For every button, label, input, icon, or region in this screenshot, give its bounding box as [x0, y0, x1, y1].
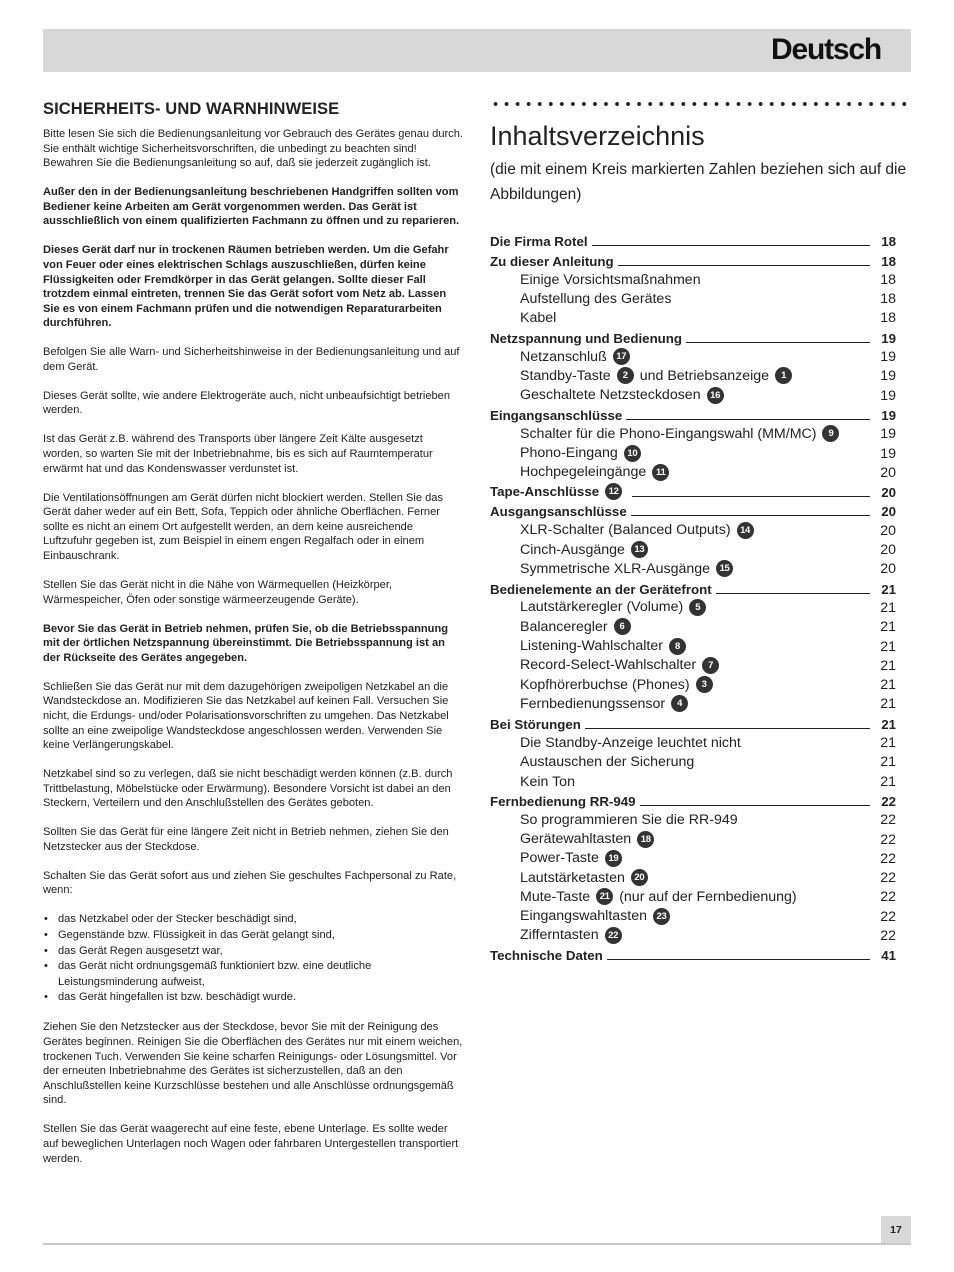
toc-subsection-entry	[490, 925, 896, 944]
toc-entry-label	[520, 367, 798, 384]
figure-ref-badge: 9	[822, 425, 839, 442]
figure-ref-badge: 21	[596, 888, 613, 905]
bullet-item: • das Gerät Regen ausgesetzt war,	[43, 944, 463, 960]
toc-entry-label	[520, 445, 647, 462]
toc-entry-label	[520, 541, 654, 558]
toc-page-number: 20	[881, 485, 896, 501]
toc-page-number: 21	[881, 581, 896, 597]
toc-section-entry	[490, 249, 896, 268]
safety-paragraph: Netzkabel sind so zu verlegen, daß sie nicht beschädigt werden können (z.B. durch Trittbelastung, Möbelstücke oder Erwärmung). Besondere Vorsicht ist dabei an den Steckern, Verteilern und den Anschlußstellen des Gerätes geboten.	[43, 768, 453, 810]
toc-entry-label	[520, 657, 725, 674]
figure-ref-badge: 5	[689, 599, 706, 616]
figure-ref-badge: 18	[637, 831, 654, 848]
figure-ref-badge: 12	[605, 483, 622, 500]
toc-page-number: 22	[880, 812, 896, 829]
figure-ref-badge: 20	[631, 869, 648, 886]
toc-entry-text: Fernbedienung RR-949	[490, 793, 636, 809]
toc-entry-label	[520, 850, 628, 867]
toc-page-number: 21	[880, 638, 896, 655]
figure-ref-badge: 3	[696, 676, 713, 693]
toc-leader-line	[585, 728, 870, 729]
toc-subsection-entry	[490, 655, 896, 674]
toc-page-number: 19	[881, 407, 896, 423]
toc-subsection-entry	[490, 442, 896, 461]
toc-page-number: 22	[881, 793, 896, 809]
toc-entry-text: Ausgangsanschlüsse	[490, 504, 627, 520]
toc-subtitle: (die mit einem Kreis markierten Zahlen beziehen sich auf die Abbildungen)	[490, 161, 907, 203]
toc-entry-text: XLR-Schalter (Balanced Outputs)	[520, 522, 731, 539]
figure-ref-badge: 19	[605, 850, 622, 867]
toc-entry-text: Aufstellung des Gerätes	[520, 291, 672, 308]
toc-page-number: 41	[881, 948, 896, 964]
toc-subsection-entry	[490, 616, 896, 635]
figure-ref-badge: 1	[775, 367, 792, 384]
figure-ref-badge: 17	[613, 348, 630, 365]
toc-page-number: 20	[880, 522, 896, 539]
toc-subsection-entry	[490, 770, 896, 789]
safety-paragraph: Schalten Sie das Gerät sofort aus und ziehen Sie geschultes Fachpersonal zu Rate, wenn:	[43, 869, 457, 897]
toc-subsection-entry	[490, 384, 896, 403]
toc-subsection-entry	[490, 886, 896, 905]
table-of-contents	[490, 230, 896, 963]
toc-entry-text: Die Standby-Anzeige leuchtet nicht	[520, 735, 741, 752]
toc-entry-label	[520, 638, 692, 655]
toc-section-entry	[490, 712, 896, 731]
toc-page-number: 19	[880, 445, 896, 462]
toc-entry-label	[520, 310, 556, 326]
toc-page-number: 21	[880, 599, 896, 616]
toc-entry-label	[520, 560, 739, 577]
toc-page-number: 18	[880, 271, 896, 288]
figure-ref-badge: 15	[716, 560, 733, 577]
toc-entry-text-continued: (nur auf der Fernbedienung)	[619, 888, 797, 905]
toc-section-entry	[490, 790, 896, 809]
toc-section-entry	[490, 577, 896, 596]
toc-page-number: 21	[880, 773, 896, 790]
toc-entry-label	[520, 754, 694, 770]
toc-entry-label	[520, 695, 694, 712]
toc-entry-text: Kein Ton	[520, 773, 575, 790]
toc-entry-label	[520, 735, 741, 751]
page-title: Deutsch	[771, 33, 881, 66]
safety-paragraph: Ist das Gerät z.B. während des Transports über längere Zeit Kälte ausgesetzt worden, so warten Sie mit der Inbetriebnahme, bis es sich auf Raumtemperatur erwärmt hat und das Kondenswasser verdunstet ist.	[43, 433, 433, 475]
toc-page-number: 21	[880, 619, 896, 636]
toc-page-number: 20	[880, 464, 896, 481]
safety-paragraph: Stellen Sie das Gerät nicht in die Nähe von Wärmequellen (Heizkörper, Wärmespeicher, Öfen oder sonstige wärmeerzeugende Geräte).	[43, 578, 393, 606]
toc-leader-line	[626, 419, 870, 420]
toc-subsection-entry	[490, 828, 896, 847]
toc-entry-label	[520, 831, 660, 848]
toc-page-number: 21	[880, 657, 896, 674]
toc-entry-text: Lautstärkeregler (Volume)	[520, 599, 684, 616]
toc-page-number: 19	[880, 349, 896, 366]
toc-entry-text: Mute-Taste	[520, 888, 591, 905]
figure-ref-badge: 2	[617, 367, 634, 384]
toc-entry-text: Balanceregler	[520, 618, 608, 635]
toc-subsection-entry	[490, 635, 896, 654]
toc-page-number: 20	[880, 542, 896, 559]
toc-entry-label	[520, 618, 637, 635]
toc-section-entry	[490, 326, 896, 345]
safety-paragraph: Befolgen Sie alle Warn- und Sicherheitshinweise in der Bedienungsanleitung und auf dem Gerät.	[43, 346, 460, 373]
toc-subsection-entry	[490, 848, 896, 867]
safety-paragraphs	[43, 127, 463, 898]
page-number: 17	[881, 1216, 911, 1243]
toc-page-number: 18	[881, 234, 896, 250]
bullet-item: • Gegenstände bzw. Flüssigkeit in das Gerät gelangt sind,	[43, 928, 463, 944]
toc-page-number: 21	[881, 716, 896, 732]
toc-leader-line	[592, 245, 870, 246]
toc-subsection-entry	[490, 751, 896, 770]
toc-page-number: 22	[880, 908, 896, 925]
figure-ref-badge: 10	[624, 445, 641, 462]
toc-section-entry	[490, 481, 896, 500]
safety-paragraph: Die Ventilationsöffnungen am Gerät dürfen nicht blockiert werden. Stellen Sie das Gerät daher weder auf ein Bett, Sofa, Teppich oder ähnliche Oberflächen. Ferner sollte es nicht an einem Ort aufgestellt werden, an dem keine ausreichende Luftzufuhr gegeben ist, zum Beispiel in einem engen Regalfach oder in einem Einbauschrank.	[43, 491, 444, 562]
toc-entry-text: Eingangsanschlüsse	[490, 407, 623, 423]
toc-page-number: 21	[880, 735, 896, 752]
toc-leader-line	[686, 342, 870, 343]
toc-page-number: 22	[880, 850, 896, 867]
toc-subsection-entry	[490, 539, 896, 558]
figure-ref-badge: 7	[702, 657, 719, 674]
toc-section-entry	[490, 944, 896, 963]
toc-page-number: 22	[880, 927, 896, 944]
safety-paragraph: Dieses Gerät darf nur in trockenen Räumen betrieben werden. Um die Gefahr von Feuer oder eines elektrischen Schlags auszuschließen, dürfen keine Flüssigkeiten oder Fremdkörper in das Gerät gelangen. Sollte dieser Fall trotzdem einmal eintreten, trennen Sie das Gerät sofort vom Netz ab. Lassen Sie es von einem Fachmann prüfen und die notwendigen Reparaturarbeiten durchführen.	[43, 244, 449, 330]
toc-leader-line	[631, 515, 870, 516]
toc-page-number: 20	[880, 561, 896, 578]
toc-subsection-entry	[490, 519, 896, 538]
toc-page-number: 18	[880, 310, 896, 327]
toc-entry-text: So programmieren Sie die RR-949	[520, 812, 738, 829]
toc-entry-label	[520, 774, 575, 790]
bullet-item: • das Gerät hingefallen ist bzw. beschädigt wurde.	[43, 990, 463, 1006]
toc-entry-text: Kopfhörerbuchse (Phones)	[520, 676, 690, 693]
toc-entry-text: Standby-Taste	[520, 367, 611, 384]
safety-paragraph: Bevor Sie das Gerät in Betrieb nehmen, prüfen Sie, ob die Betriebsspannung mit der örtlichen Netzspannung übereinstimmt. Die Betriebsspannung ist an der Rückseite des Gerätes angegeben.	[43, 622, 449, 664]
toc-entry-text: Bedienelemente an der Gerätefront	[490, 581, 712, 597]
toc-subsection-entry	[490, 462, 896, 481]
toc-subsection-entry	[490, 558, 896, 577]
toc-subsection-entry	[490, 288, 896, 307]
toc-subsection-entry	[490, 307, 896, 326]
figure-ref-badge: 23	[653, 908, 670, 925]
toc-entry-label	[490, 794, 636, 809]
toc-subsection-entry	[490, 732, 896, 751]
toc-entry-text: Eingangswahltasten	[520, 908, 647, 925]
header-bar	[43, 29, 911, 72]
toc-entry-label	[520, 464, 675, 481]
bullet-item: • das Gerät nicht ordnungsgemäß funktioniert bzw. eine deutliche Leistungsminderung aufweist,	[43, 959, 463, 990]
toc-page-number: 21	[880, 677, 896, 694]
toc-section-entry	[490, 404, 896, 423]
figure-ref-badge: 4	[671, 695, 688, 712]
toc-entry-text: Bei Störungen	[490, 716, 581, 732]
safety-paragraph: Dieses Gerät sollte, wie andere Elektrogeräte auch, nicht unbeaufsichtigt betrieben werden.	[43, 389, 451, 417]
toc-entry-label	[520, 425, 845, 442]
toc-entry-text: Einige Vorsichtsmaßnahmen	[520, 271, 701, 288]
toc-leader-line	[640, 805, 870, 806]
safety-paragraph: Stellen Sie das Gerät waagerecht auf eine feste, ebene Unterlage. Es sollte weder auf beweglichen Unterlagen noch Wagen oder fahrbaren Untergestellen transportiert werden.	[43, 1123, 459, 1165]
toc-entry-label	[520, 272, 701, 288]
toc-entry-text: Zu dieser Anleitung	[490, 253, 614, 269]
toc-entry-text: Gerätewahltasten	[520, 831, 632, 847]
toc-entry-label	[490, 408, 622, 423]
footer-rule	[43, 1243, 911, 1245]
toc-entry-label	[490, 483, 628, 500]
toc-subsection-entry	[490, 905, 896, 924]
toc-page-number: 19	[880, 387, 896, 404]
toc-subsection-entry	[490, 597, 896, 616]
safety-section	[43, 100, 463, 1181]
toc-subsection-entry	[490, 346, 896, 365]
toc-entry-text: Geschaltete Netzsteckdosen	[520, 387, 701, 404]
safety-paragraph: Sollten Sie das Gerät für eine längere Zeit nicht in Betrieb nehmen, ziehen Sie den Netzstecker aus der Steckdose.	[43, 826, 449, 853]
toc-entry-label	[490, 717, 581, 732]
toc-entry-text: Kabel	[520, 310, 557, 327]
toc-entry-text: Record-Select-Wahlschalter	[520, 657, 697, 674]
toc-title: Inhaltsverzeichnis	[490, 121, 705, 151]
safety-paragraph: Außer den in der Bedienungsanleitung beschriebenen Handgriffen sollten vom Bediener keine Arbeiten am Gerät vorgenommen werden. Das Gerät ist ausschließlich von einem qualifizierten Fachmann zu öffnen und zu reparieren.	[43, 186, 460, 228]
toc-entry-label	[520, 291, 671, 307]
toc-subsection-entry	[490, 867, 896, 886]
toc-entry-text: Netzspannung und Bedienung	[490, 330, 683, 346]
toc-entry-label	[490, 582, 712, 597]
toc-page-number: 18	[880, 291, 896, 308]
toc-entry-text: Netzanschluß	[520, 348, 607, 365]
toc-entry-label	[520, 348, 636, 365]
figure-ref-badge: 11	[652, 464, 669, 481]
toc-subsection-entry	[490, 269, 896, 288]
figure-ref-badge: 22	[605, 927, 622, 944]
toc-entry-text: Tape-Anschlüsse	[490, 484, 600, 500]
toc-entry-label	[490, 331, 682, 346]
toc-entry-text: Phono-Eingang	[520, 445, 618, 462]
figure-ref-badge: 16	[707, 387, 724, 404]
toc-page-number: 19	[880, 426, 896, 443]
toc-subsection-entry	[490, 809, 896, 828]
toc-page-number: 18	[881, 253, 896, 269]
toc-entry-label	[520, 908, 676, 925]
toc-page-number: 22	[880, 870, 896, 887]
dotted-divider	[490, 102, 912, 106]
toc-entry-text: Zifferntasten	[520, 927, 599, 944]
figure-ref-badge: 13	[631, 541, 648, 558]
toc-page-number: 20	[881, 504, 896, 520]
safety-heading: SICHERHEITS- UND WARNHINWEISE	[43, 100, 340, 118]
toc-section-entry	[490, 500, 896, 519]
figure-ref-badge: 14	[737, 522, 754, 539]
toc-entry-label	[490, 254, 614, 269]
safety-paragraph: Schließen Sie das Gerät nur mit dem dazugehörigen zweipoligen Netzkabel an die Wandsteckdose an. Modifizieren Sie das Netzkabel auf keinen Fall. Versuchen Sie nicht, die Erdungs- und/oder Polarisationsvorschriften zu umgehen. Das Netzkabel sollte an eine zweipolige Wandsteckdose angeschlossen werden. Verwenden Sie keine Verlängerungskabel.	[43, 680, 449, 752]
figure-ref-badge: 8	[669, 638, 686, 655]
toc-entry-label	[520, 869, 654, 886]
toc-leader-line	[632, 496, 870, 497]
toc-leader-line	[618, 265, 870, 266]
toc-entry-label	[490, 234, 588, 249]
toc-entry-text: Hochpegeleingänge	[520, 464, 647, 481]
safety-bullet-list	[43, 912, 463, 1006]
toc-leader-line	[607, 959, 870, 960]
toc-entry-label	[520, 927, 628, 944]
toc-entry-text: Symmetrische XLR-Ausgänge	[520, 560, 711, 577]
toc-subsection-entry	[490, 423, 896, 442]
toc-entry-text: Power-Taste	[520, 850, 599, 867]
toc-page-number: 19	[881, 330, 896, 346]
toc-entry-text: Die Firma Rotel	[490, 234, 588, 250]
safety-paragraph: Ziehen Sie den Netzstecker aus der Steckdose, bevor Sie mit der Reinigung des Gerätes beginnen. Reinigen Sie die Oberflächen des Gerätes nur mit einem weichen, trockenen Tuch. Verwenden Sie keine scharfen Reinigungs- oder Lösungsmittel. Vor der erneuten Inbetriebnahme des Gerätes ist sicherzustellen, daß an den Anschlußstellen keine Kurzschlüsse bestehen und alle Anschlüsse ordnungsgemäß sind.	[43, 1021, 463, 1107]
toc-entry-text: Cinch-Ausgänge	[520, 541, 625, 558]
toc-page-number: 22	[880, 889, 896, 906]
toc-entry-text: Fernbedienungssensor	[520, 695, 666, 712]
toc-entry-text-continued: und Betriebsanzeige	[639, 367, 770, 384]
toc-entry-label	[520, 888, 797, 905]
toc-entry-text: Lautstärketasten	[520, 869, 625, 886]
toc-page-number: 19	[880, 368, 896, 385]
toc-subsection-entry	[490, 365, 896, 384]
toc-section-entry	[490, 230, 896, 249]
toc-entry-label	[520, 676, 719, 693]
toc-page-number: 21	[880, 754, 896, 771]
toc-entry-text: Austauschen der Sicherung	[520, 754, 695, 771]
toc-entry-label	[520, 387, 730, 404]
toc-subsection-entry	[490, 674, 896, 693]
toc-subsection-entry	[490, 693, 896, 712]
toc-entry-label	[490, 504, 627, 519]
figure-ref-badge: 6	[614, 618, 631, 635]
toc-page-number: 21	[880, 696, 896, 713]
toc-entry-label	[520, 522, 760, 539]
toc-entry-text: Listening-Wahlschalter	[520, 638, 663, 655]
toc-entry-label	[520, 599, 712, 616]
toc-entry-text: Technische Daten	[490, 948, 603, 964]
toc-entry-text: Schalter für die Phono-Eingangswahl (MM/MC)	[520, 425, 817, 442]
safety-paragraph: Bitte lesen Sie sich die Bedienungsanleitung vor Gebrauch des Gerätes genau durch. Sie enthält wichtige Sicherheitsvorschriften, die unbedingt zu beachten sind! Bewahren Sie die Bedienungsanleitung so auf, daß sie jederzeit zugänglich ist.	[43, 128, 463, 170]
toc-page-number: 22	[880, 831, 896, 848]
toc-entry-label	[490, 948, 603, 963]
safety-paragraphs-after	[43, 1020, 463, 1166]
toc-leader-line	[716, 593, 870, 594]
toc-entry-label	[520, 812, 738, 828]
bullet-item: • das Netzkabel oder der Stecker beschädigt sind,	[43, 912, 463, 928]
